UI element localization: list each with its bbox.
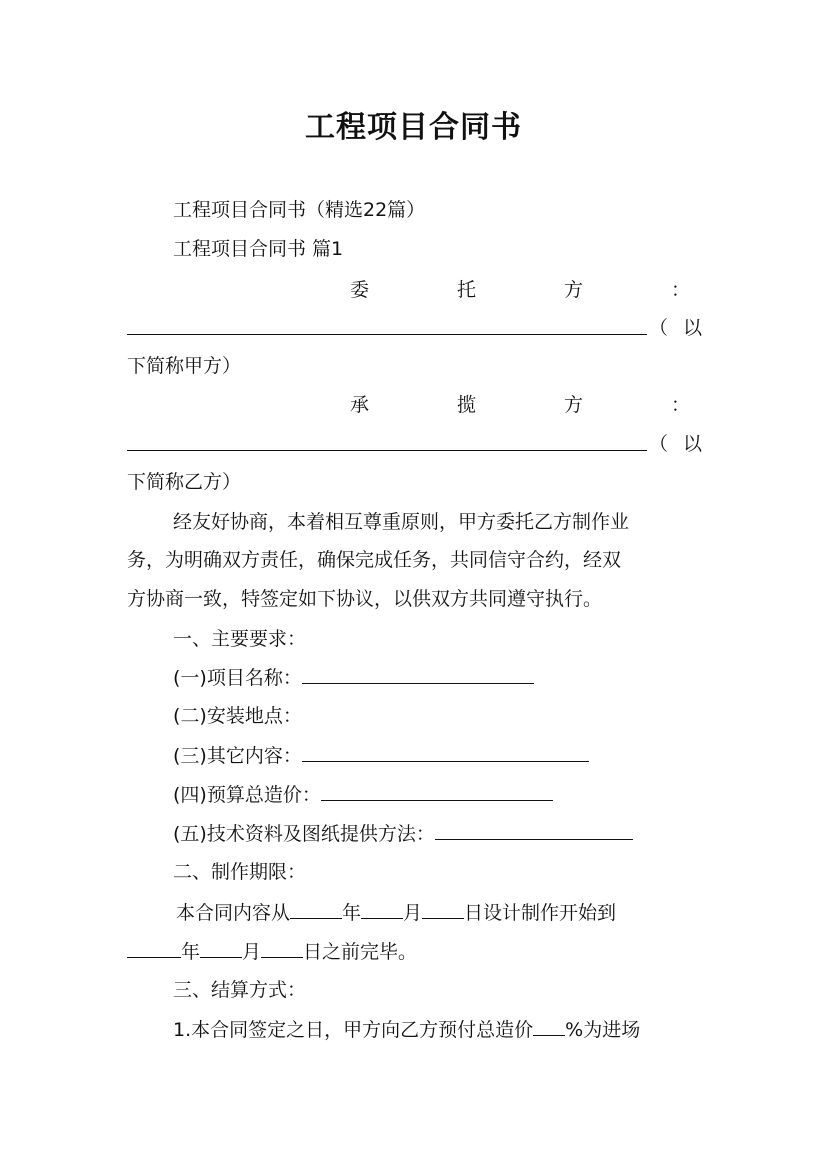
start-month-blank[interactable]	[361, 900, 403, 919]
period-line-2	[127, 939, 702, 964]
end-day-blank[interactable]	[261, 939, 303, 958]
intro-line-2: 务，为明确双方责任，确保完成任务，共同信守合约，经双	[127, 549, 622, 571]
period-day-tail: 日设计制作开始到	[464, 902, 617, 924]
item-project-name-label: (一)项目名称：	[173, 667, 302, 689]
party-b-paren: （	[649, 433, 669, 455]
intro-line-1: 经友好协商，本着相互尊重原则，甲方委托乙方制作业	[173, 511, 630, 533]
other-content-blank[interactable]	[302, 743, 589, 762]
document-subtitle: 工程项目合同书（精选22篇）	[173, 199, 426, 221]
section-heading: 工程项目合同书 篇1	[173, 238, 344, 260]
item-budget-label: (四)预算总造价：	[173, 784, 321, 806]
period-day2-tail: 日之前完毕。	[303, 941, 418, 963]
party-a-colon: ：	[670, 279, 690, 301]
start-day-blank[interactable]	[422, 900, 464, 919]
prepay-percent-blank[interactable]	[533, 1017, 565, 1036]
heading-settlement: 三、结算方式：	[173, 979, 307, 1001]
party-b-name-blank[interactable]	[127, 432, 647, 451]
party-a-char-3: 方	[563, 279, 583, 301]
project-name-blank[interactable]	[302, 665, 534, 684]
period-prefix: 本合同内容从	[176, 902, 291, 924]
party-b-abbrev: 下简称乙方）	[127, 471, 242, 493]
party-a-paren: （	[649, 317, 669, 339]
party-a-abbrev: 下简称甲方）	[127, 355, 242, 377]
party-b-char-2: 揽	[456, 394, 476, 416]
item-install-location	[173, 704, 702, 728]
heading-period: 二、制作期限：	[173, 861, 307, 883]
party-a-yi: 以	[682, 317, 702, 339]
party-a-name-blank[interactable]	[127, 316, 647, 335]
item-project-name	[173, 665, 702, 690]
item-other-content	[173, 743, 702, 768]
party-a-char-2: 托	[456, 279, 476, 301]
item-budget	[173, 782, 702, 807]
period-year: 年	[342, 902, 362, 924]
document-title: 工程项目合同书	[305, 110, 522, 145]
item-other-content-label: (三)其它内容：	[173, 745, 302, 767]
period-month: 月	[403, 902, 423, 924]
settlement-line-1	[173, 1017, 702, 1042]
party-b-char-3: 方	[563, 394, 583, 416]
item-tech-docs	[173, 821, 702, 846]
start-year-blank[interactable]	[290, 900, 342, 919]
tech-docs-blank[interactable]	[435, 821, 633, 840]
intro-line-3: 方协商一致，特签定如下协议，以供双方共同遵守执行。	[127, 588, 603, 610]
settlement-suffix: %为进场	[565, 1019, 641, 1041]
heading-requirements: 一、主要要求：	[173, 628, 307, 650]
party-b-char-1: 承	[350, 394, 370, 416]
party-b-label	[350, 393, 690, 417]
end-year-blank[interactable]	[127, 939, 181, 958]
item-tech-docs-label: (五)技术资料及图纸提供方法：	[173, 823, 435, 845]
settlement-prefix: 1.本合同签定之日，甲方向乙方预付总造价	[173, 1019, 534, 1041]
party-a-blank-row	[127, 316, 702, 341]
end-month-blank[interactable]	[200, 939, 242, 958]
party-a-char-1: 委	[350, 279, 370, 301]
period-month-2: 月	[242, 941, 262, 963]
party-b-blank-row	[127, 432, 702, 457]
period-line-1	[176, 900, 702, 925]
party-b-colon: ：	[670, 394, 690, 416]
period-year-2: 年	[181, 941, 201, 963]
budget-blank[interactable]	[321, 782, 553, 801]
item-install-location-label: (二)安装地点：	[173, 705, 302, 727]
party-a-label	[350, 278, 690, 302]
party-b-yi: 以	[682, 433, 702, 455]
